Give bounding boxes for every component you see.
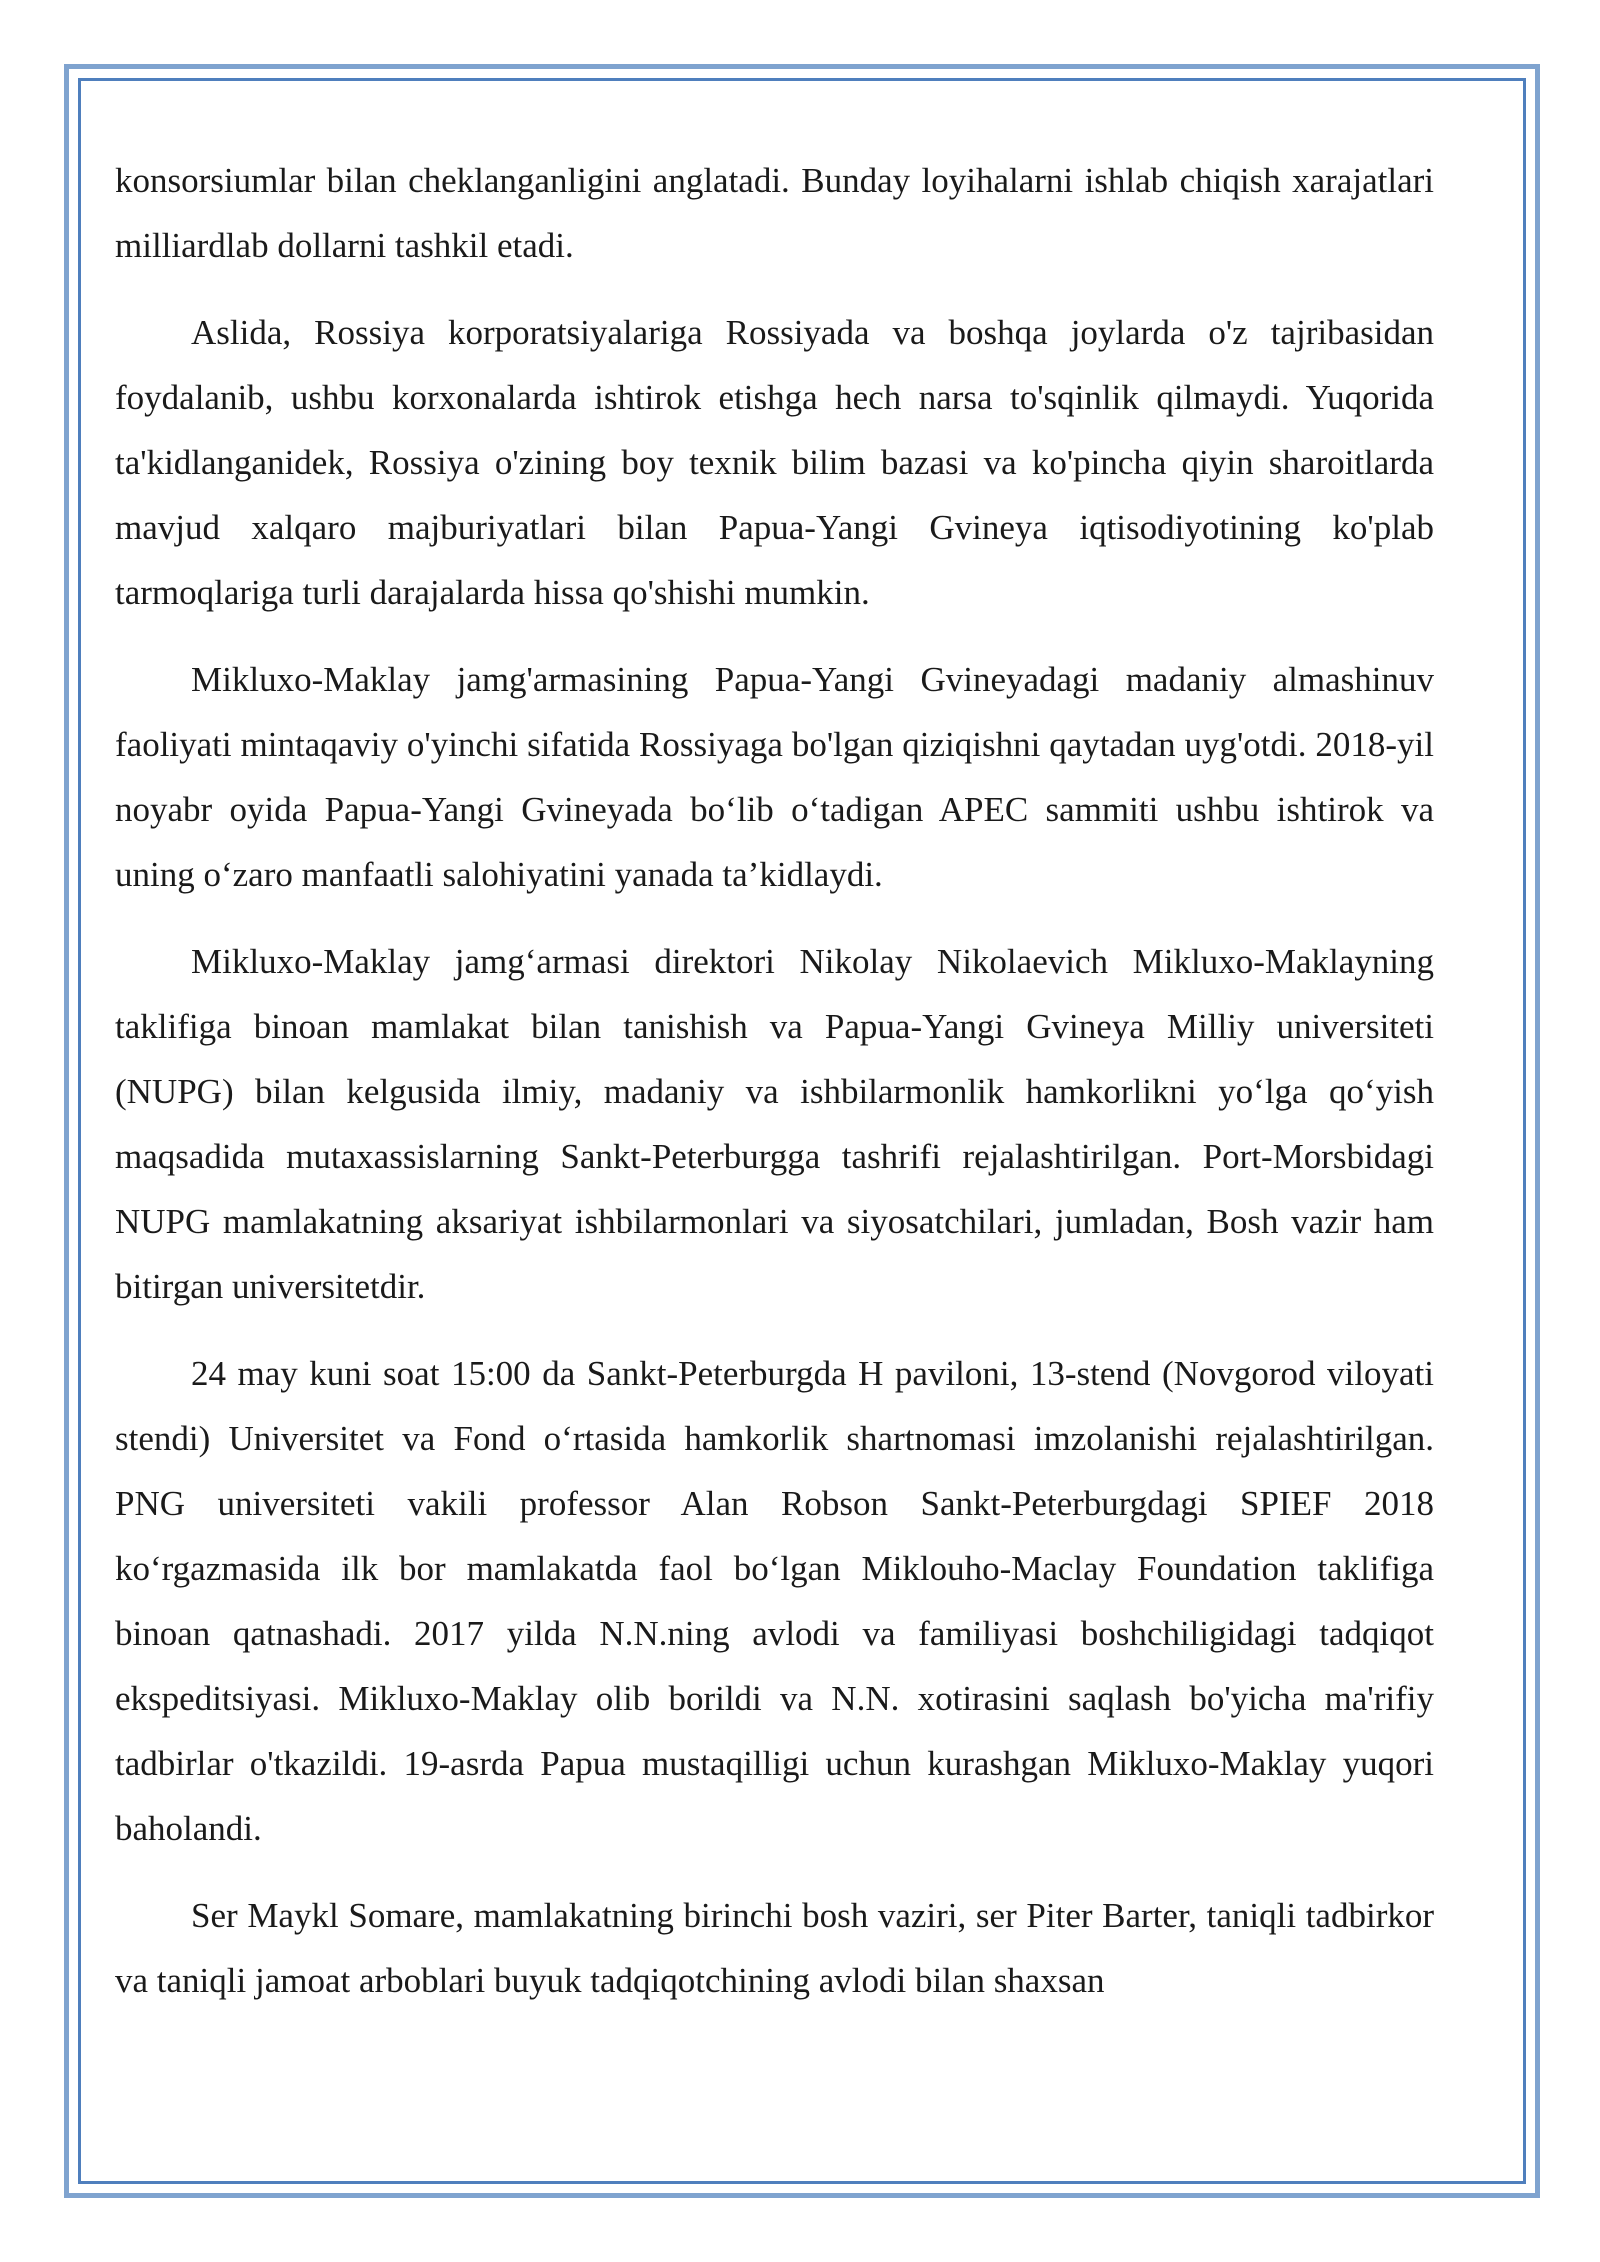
document-body	[115, 148, 1434, 2035]
paragraph-2: Aslida, Rossiya korporatsiyalariga Rossiyada va boshqa joylarda o'z tajribasidan foydalanib, ushbu korxonalarda ishtirok etishga hech narsa to'sqinlik qilmaydi. Yuqorida ta'kidlanganidek, Rossiya o'zining boy texnik bilim bazasi va ko'pincha qiyin sharoitlarda mavjud xalqaro majburiyatlari bilan Papua-Yangi Gvineya iqtisodiyotining ko'plab tarmoqlariga turli darajalarda hissa qo'shishi mumkin.	[115, 313, 1434, 612]
paragraph-5: 24 may kuni soat 15:00 da Sankt-Peterburgda H paviloni, 13-stend (Novgorod viloyati stendi) Universitet va Fond o‘rtasida hamkorlik shartnomasi imzolanishi rejalashtirilgan. PNG universiteti vakili professor Alan Robson Sankt-Peterburgdagi SPIEF 2018 ko‘rgazmasida ilk bor mamlakatda faol bo‘lgan Miklouho-Maclay Foundation taklifiga binoan qatnashadi. 2017 yilda N.N.ning avlodi va familiyasi boshchiligidagi tadqiqot ekspeditsiyasi. Mikluxo-Maklay olib borildi va N.N. xotirasini saqlash bo'yicha ma'rifiy tadbirlar o'tkazildi. 19-asrda Papua mustaqilligi uchun kurashgan Mikluxo-Maklay yuqori baholandi.	[115, 1354, 1434, 1848]
paragraph-3: Mikluxo-Maklay jamg'armasining Papua-Yangi Gvineyadagi madaniy almashinuv faoliyati mintaqaviy o'yinchi sifatida Rossiyaga bo'lgan qiziqishni qaytadan uyg'otdi. 2018-yil noyabr oyida Papua-Yangi Gvineyada bo‘lib o‘tadigan APEC sammiti ushbu ishtirok va uning o‘zaro manfaatli salohiyatini yanada ta’kidlaydi.	[115, 660, 1434, 894]
paragraph-4: Mikluxo-Maklay jamg‘armasi direktori Nikolay Nikolaevich Mikluxo-Maklayning taklifiga binoan mamlakat bilan tanishish va Papua-Yangi Gvineya Milliy universiteti (NUPG) bilan kelgusida ilmiy, madaniy va ishbilarmonlik hamkorlikni yo‘lga qo‘yish maqsadida mutaxassislarning Sankt-Peterburgga tashrifi rejalashtirilgan. Port-Morsbidagi NUPG mamlakatning aksariyat ishbilarmonlari va siyosatchilari, jumladan, Bosh vazir ham bitirgan universitetdir.	[115, 942, 1434, 1306]
paragraph-6: Ser Maykl Somare, mamlakatning birinchi bosh vaziri, ser Piter Barter, taniqli tadbirkor va taniqli jamoat arboblari buyuk tadqiqotchining avlodi bilan shaxsan	[115, 1896, 1434, 2000]
paragraph-1: konsorsiumlar bilan cheklanganligini anglatadi. Bunday loyihalarni ishlab chiqish xarajatlari milliardlab dollarni tashkil etadi.	[115, 161, 1434, 265]
